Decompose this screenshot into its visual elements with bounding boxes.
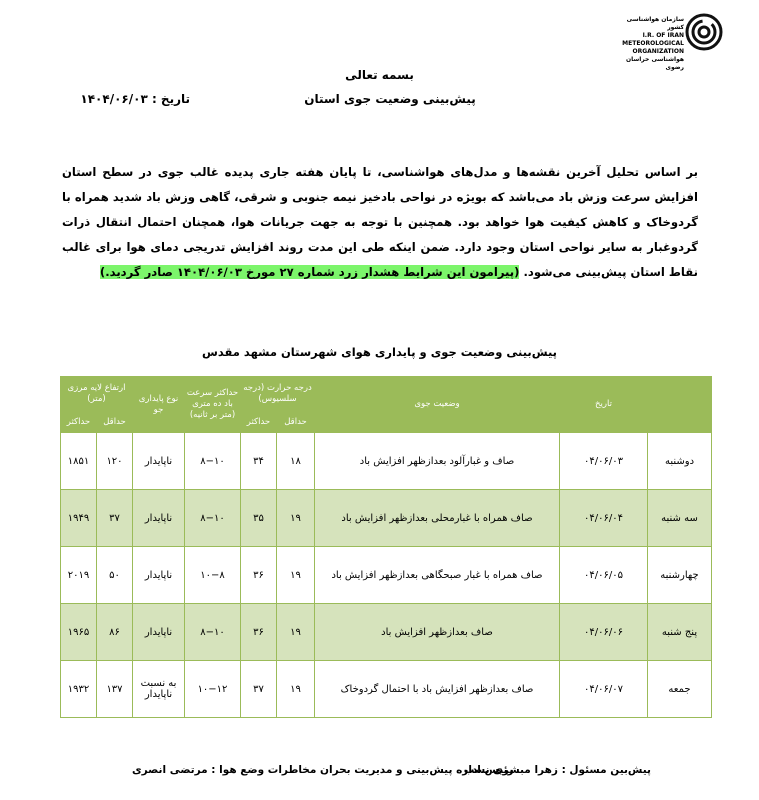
- spiral-logo-icon: [684, 12, 724, 52]
- forecast-table: [60, 376, 712, 718]
- cell-boundary-min: ۱۲۰: [97, 433, 133, 490]
- cell-boundary-max: ۱۹۶۵: [61, 604, 97, 661]
- cell-date: ۰۴/۰۶/۰۶: [560, 604, 648, 661]
- table-row: [61, 604, 712, 661]
- table-row: [61, 433, 712, 490]
- cell-day: جمعه: [648, 661, 712, 718]
- cell-stability: ناپایدار: [133, 547, 185, 604]
- cell-boundary-min: ۸۶: [97, 604, 133, 661]
- cell-temp-max: ۳۶: [241, 547, 277, 604]
- forecast-text: بر اساس تحلیل آخرین نقشه‌ها و مدل‌های هواشناسی، تا پایان هفته جاری پدیده غالب جوی در سطح استان افزایش سرعت وزش باد می‌باشد که بویژه در نواحی بادخیز نیمه جنوبی و شرقی، گاهی وزش باد شدید همراه با گردوخاک و کاهش کیفیت هوا خواهد بود. همچنین با توجه به جهت جریانات هوا، همچنان احتمال انتقال ذرات گردوغبار به سایر نواحی استان وجود دارد. ضمن اینکه طی این مدت روند افزایش تدریجی دمای هوا برای غالب نقاط استان پیش‌بینی می‌شود.: [62, 165, 698, 279]
- cell-wind: ۱۰−۱۲: [185, 661, 241, 718]
- cell-temp-min: ۱۹: [277, 661, 315, 718]
- table-title: پیش‌بینی وضعیت جوی و پایداری هوای شهرستان مشهد مقدس: [202, 345, 557, 359]
- cell-temp-min: ۱۹: [277, 604, 315, 661]
- header-temperature: درجه حرارت (درجه سلسیوس): [241, 377, 315, 412]
- cell-weather: صاف و غبارآلود بعدازظهر افزایش باد: [315, 433, 560, 490]
- cell-wind: ۸−۱۰: [185, 490, 241, 547]
- basmala: بسمه تعالی: [345, 68, 414, 82]
- cell-weather: صاف بعدازظهر افزایش باد: [315, 604, 560, 661]
- table-row: [61, 490, 712, 547]
- header-boundary-min: حداقل: [97, 412, 133, 433]
- cell-boundary-max: ۲۰۱۹: [61, 547, 97, 604]
- cell-boundary-min: ۵۰: [97, 547, 133, 604]
- forecaster-name: پیش‌بین مسئول : زهرا مبشری نسب: [463, 764, 651, 776]
- cell-boundary-max: ۱۹۴۹: [61, 490, 97, 547]
- cell-date: ۰۴/۰۶/۰۷: [560, 661, 648, 718]
- header-wind: حداکثر سرعت باد ده متری (متر بر ثانیه): [185, 377, 241, 433]
- logo-text: سازمان هواشناسی کشور I.R. OF IRAN METEOROLOGICAL ORGANIZATION هواشناسی خراسان رضوی: [622, 16, 684, 71]
- cell-boundary-min: ۳۷: [97, 490, 133, 547]
- table-row: [61, 547, 712, 604]
- cell-date: ۰۴/۰۶/۰۳: [560, 433, 648, 490]
- header-temp-min: حداقل: [277, 412, 315, 433]
- cell-wind: ۸−۱۰: [185, 604, 241, 661]
- header-stability: نوع پایداری جو: [133, 377, 185, 433]
- cell-temp-min: ۱۸: [277, 433, 315, 490]
- cell-stability: ناپایدار: [133, 490, 185, 547]
- forecast-paragraph: [62, 160, 698, 285]
- cell-stability: به نسبت ناپایدار: [133, 661, 185, 718]
- cell-temp-min: ۱۹: [277, 547, 315, 604]
- header-day: [648, 377, 712, 433]
- header-weather: وضعیت جوی: [315, 377, 560, 433]
- cell-day: دوشنبه: [648, 433, 712, 490]
- cell-weather: صاف همراه با غبار صبحگاهی بعدازظهر افزایش باد: [315, 547, 560, 604]
- cell-temp-max: ۳۷: [241, 661, 277, 718]
- cell-temp-max: ۳۶: [241, 604, 277, 661]
- cell-stability: ناپایدار: [133, 433, 185, 490]
- cell-date: ۰۴/۰۶/۰۵: [560, 547, 648, 604]
- page-title: پیش‌بینی وضعیت جوی استان: [304, 92, 476, 106]
- cell-day: چهارشنبه: [648, 547, 712, 604]
- cell-day: پنج شنبه: [648, 604, 712, 661]
- cell-boundary-max: ۱۸۵۱: [61, 433, 97, 490]
- cell-weather: صاف بعدازظهر افزایش باد با احتمال گردوخاک: [315, 661, 560, 718]
- department-head-name: رئیس اداره پیش‌بینی و مدیریت بحران مخاطرات وضع هوا : مرتضی انصری: [132, 764, 514, 776]
- cell-wind: ۱۰−۸: [185, 547, 241, 604]
- header-temp-max: حداکثر: [241, 412, 277, 433]
- table-row: [61, 661, 712, 718]
- cell-temp-max: ۳۴: [241, 433, 277, 490]
- cell-stability: ناپایدار: [133, 604, 185, 661]
- cell-date: ۰۴/۰۶/۰۴: [560, 490, 648, 547]
- yellow-warning-note: (پیرامون این شرایط هشدار زرد شماره ۲۷ مورخ ۱۴۰۴/۰۶/۰۳ صادر گردید.): [99, 265, 520, 279]
- cell-day: سه شنبه: [648, 490, 712, 547]
- cell-wind: ۸−۱۰: [185, 433, 241, 490]
- meteorological-organization-logo: [612, 12, 724, 71]
- header-boundary-layer: ارتفاع لایه مرزی (متر): [61, 377, 133, 412]
- header-date: تاریخ: [560, 377, 648, 433]
- cell-boundary-max: ۱۹۳۲: [61, 661, 97, 718]
- cell-boundary-min: ۱۳۷: [97, 661, 133, 718]
- cell-weather: صاف همراه با غبارمحلی بعدازظهر افزایش باد: [315, 490, 560, 547]
- cell-temp-min: ۱۹: [277, 490, 315, 547]
- issue-date: تاریخ : ۱۴۰۴/۰۶/۰۳: [80, 92, 190, 106]
- header-boundary-max: حداکثر: [61, 412, 97, 433]
- cell-temp-max: ۳۵: [241, 490, 277, 547]
